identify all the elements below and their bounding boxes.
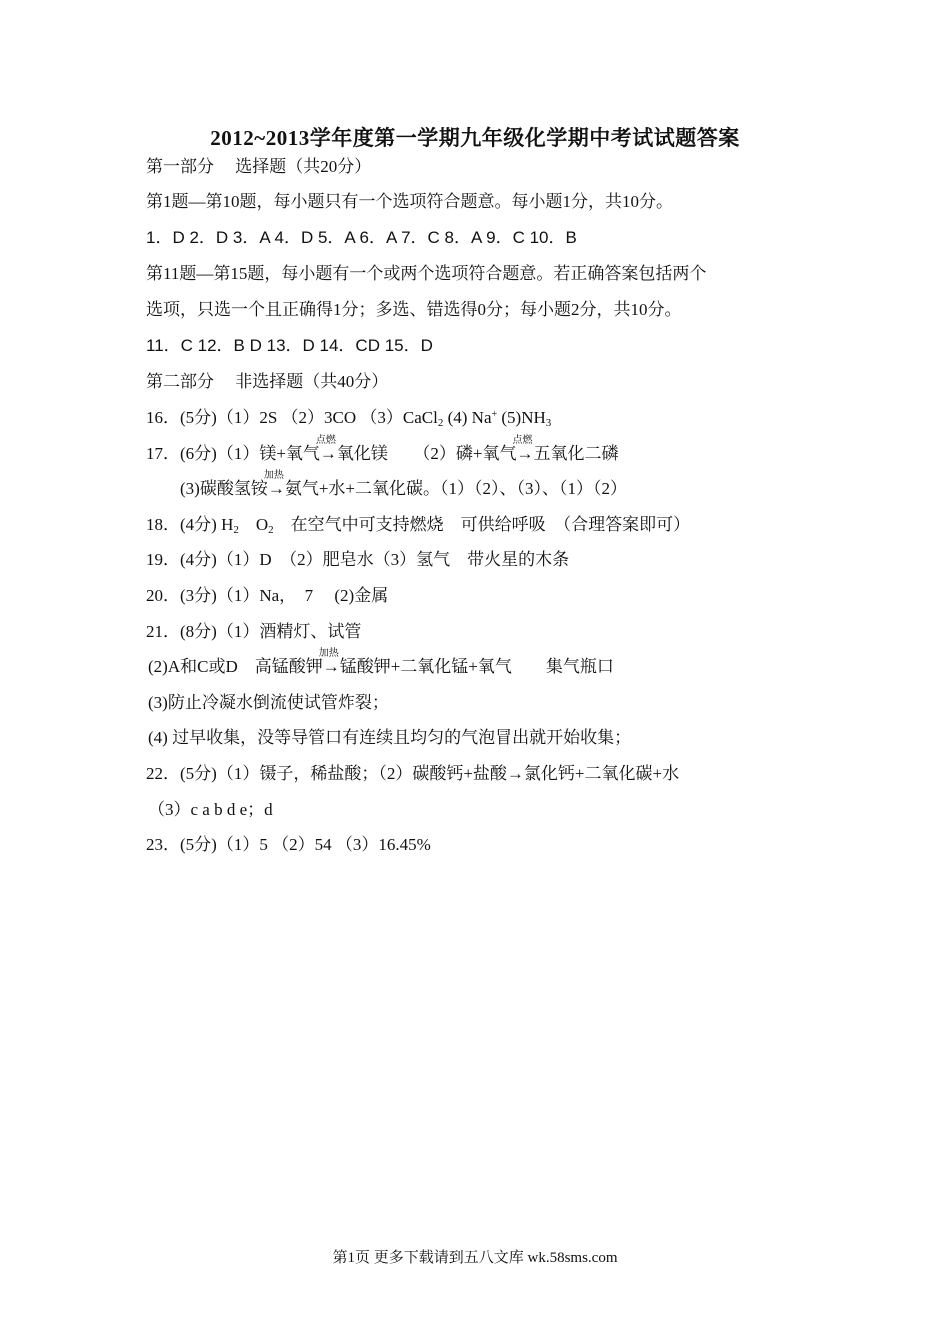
question-16: 16．(5分)（1）2S （2）3CO （3）CaCl$_2$ (4) Na+ $(5)NH_3$	[146, 408, 552, 429]
part1-heading: 第一部分 选择题（共20分）	[146, 157, 372, 176]
part1-instruction-2a: 第11题—第15题，每小题有一个或两个选项符合题意。若正确答案包括两个	[146, 264, 707, 283]
question-18: 18．(4分) $H_2$ $O_2$ 在空气中可支持燃烧 可供给呼吸 （合理答案即可）	[146, 515, 691, 536]
page-title: 2012~2013学年度第一学期九年级化学期中考试试题答案	[210, 126, 740, 150]
question-21-line-2: (2)A和C或D 高锰酸钾 加热 →锰酸钾+二氧化锰+氧气 集气瓶口	[148, 648, 614, 676]
question-20: 20．(3分)（1）Na， 7 (2)金属	[146, 586, 389, 605]
answers-1-10: 1．D 2．D 3．A 4．D 5．A 6．A 7．C 8．A 9．C 10．B	[146, 228, 577, 247]
question-22-line-1: 22．(5分)（1）镊子，稀盐酸；（2）碳酸钙+盐酸→氯化钙+二氧化碳+水	[146, 764, 680, 783]
question-19: 19．(4分)（1）D （2）肥皂水（3）氢气 带火星的木条	[146, 550, 570, 569]
page-footer: 第1页 更多下载请到五八文库 wk.58sms.com	[332, 1250, 618, 1266]
question-23: 23．(5分)（1）5 （2）54 （3）16.45%	[146, 835, 431, 854]
question-22-line-2: （3）c a b d e；d	[148, 800, 273, 819]
reaction-arrow-icon: 点燃 →	[512, 435, 534, 463]
answers-11-15: 11．C 12．B D 13．D 14．CD 15．D	[146, 336, 433, 355]
question-17-line-1: 17．(6分)（1）镁+氧气 点燃 →氧化镁 （2）磷+氧气 点燃 →五氧化二磷	[146, 435, 619, 463]
reaction-arrow-icon: 加热 →	[263, 470, 285, 498]
reaction-arrow-icon: 加热 →	[318, 648, 340, 676]
question-21-line-3: (3)防止冷凝水倒流使试管炸裂；	[148, 693, 389, 712]
question-17-line-2: (3)碳酸氢铵 加热 →氨气+水+二氧化碳。（1）（2）、（3）、（1）（2）	[180, 470, 628, 498]
part1-instruction-1: 第1题—第10题，每小题只有一个选项符合题意。每小题1分，共10分。	[146, 192, 673, 211]
part2-heading: 第二部分 非选择题（共40分）	[146, 372, 389, 391]
part1-instruction-2b: 选项，只选一个且正确得1分；多选、错选得0分；每小题2分，共10分。	[146, 300, 682, 319]
question-21-line-4: (4) 过早收集，没等导管口有连续且均匀的气泡冒出就开始收集；	[148, 728, 632, 747]
reaction-arrow-icon: 点燃 →	[315, 435, 337, 463]
question-21-line-1: 21．(8分)（1）酒精灯、试管	[146, 622, 362, 641]
